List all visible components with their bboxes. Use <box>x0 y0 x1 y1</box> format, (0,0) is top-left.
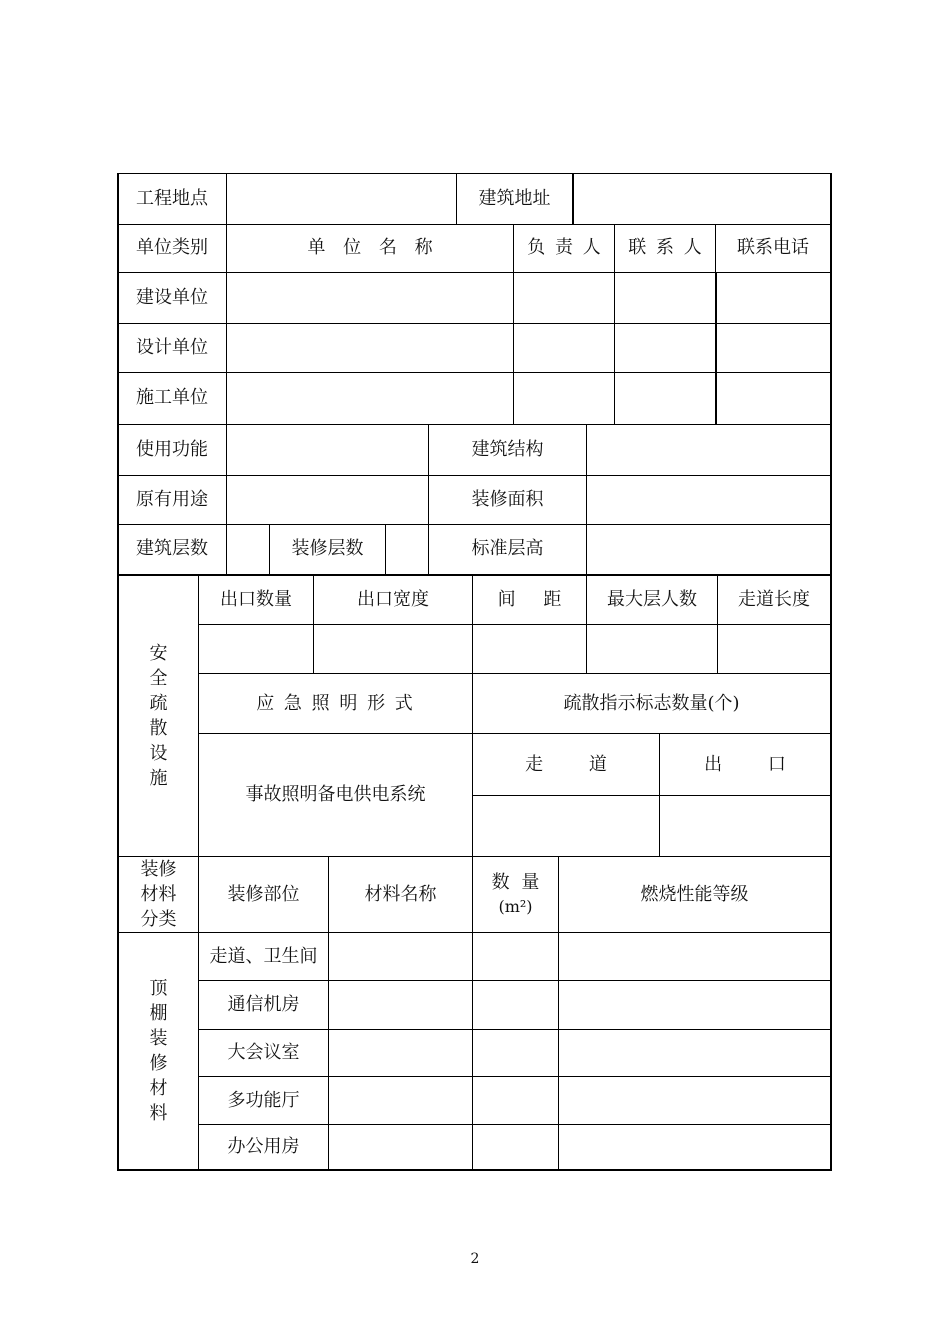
rule <box>830 173 832 1171</box>
exit-sign-count-field[interactable] <box>660 796 830 856</box>
max-occupancy-header: 最大层人数 <box>607 589 697 610</box>
exit-sign-label: 出 口 <box>704 753 786 775</box>
phone-header: 联系电话 <box>737 237 809 258</box>
max-occupancy-field[interactable] <box>587 625 717 673</box>
location-corridor-restroom: 走道、卫生间 <box>209 945 318 967</box>
construction-unit-name-field[interactable] <box>227 273 513 323</box>
exit-width-field[interactable] <box>314 625 472 673</box>
spacing-field[interactable] <box>473 625 586 673</box>
original-use-label: 原有用途 <box>136 488 208 510</box>
quantity-field[interactable] <box>473 1125 558 1169</box>
ceiling-materials-label: 顶棚装修材料 <box>149 978 168 1124</box>
construction-unit-phone-field[interactable] <box>717 273 830 323</box>
fire-rating-field[interactable] <box>559 1125 830 1169</box>
fire-rating-header: 燃烧性能等级 <box>640 883 749 905</box>
material-name-header: 材料名称 <box>364 883 437 905</box>
contact-header: 联 系 人 <box>628 237 702 258</box>
emergency-lighting-label: 应 急 照 明 形 式 <box>256 692 415 714</box>
contractor-unit-contact-field[interactable] <box>615 373 715 424</box>
fire-rating-field[interactable] <box>559 933 830 980</box>
material-name-field[interactable] <box>329 981 472 1029</box>
fire-inspection-form <box>117 173 832 1171</box>
decoration-floors-field[interactable] <box>386 525 428 574</box>
emergency-power-system-label: 事故照明备电供电系统 <box>245 784 426 805</box>
contractor-unit-name-field[interactable] <box>227 373 513 424</box>
decoration-floors-label: 装修层数 <box>291 538 364 559</box>
decoration-area-field[interactable] <box>587 476 830 524</box>
quantity-unit: (m²) <box>498 896 533 916</box>
page-number: 2 <box>470 1251 480 1267</box>
material-name-field[interactable] <box>329 1077 472 1124</box>
standard-floor-height-field[interactable] <box>587 525 830 574</box>
material-category-label: 装修材料分类 <box>140 859 177 930</box>
building-floors-label: 建筑层数 <box>136 538 208 559</box>
material-name-field[interactable] <box>329 1030 472 1076</box>
principal-header: 负 责 人 <box>527 237 601 258</box>
fire-rating-field[interactable] <box>559 1030 830 1076</box>
design-unit-name-field[interactable] <box>227 324 513 372</box>
fire-rating-field[interactable] <box>559 1077 830 1124</box>
corridor-sign-count-field[interactable] <box>473 796 659 856</box>
quantity-field[interactable] <box>473 1077 558 1124</box>
corridor-sign-label: 走 道 <box>525 753 607 775</box>
decoration-location-header: 装修部位 <box>227 883 300 905</box>
quantity-label: 数 量 <box>491 871 540 893</box>
evacuation-section-label: 安全疏散设施 <box>149 643 168 789</box>
use-function-label: 使用功能 <box>136 438 208 460</box>
exit-count-field[interactable] <box>199 625 313 673</box>
project-location-label: 工程地点 <box>136 187 208 209</box>
exit-count-header: 出口数量 <box>220 589 292 610</box>
use-function-field[interactable] <box>227 425 428 475</box>
standard-floor-height-label: 标准层高 <box>471 538 544 559</box>
building-floors-field[interactable] <box>227 525 269 574</box>
building-structure-field[interactable] <box>587 425 830 475</box>
design-unit-phone-field[interactable] <box>717 324 830 372</box>
evacuation-sign-count-label: 疏散指示标志数量(个) <box>563 692 740 714</box>
project-location-field[interactable] <box>227 173 456 224</box>
corridor-length-field[interactable] <box>718 625 830 673</box>
exit-width-header: 出口宽度 <box>357 589 429 610</box>
unit-category-design: 设计单位 <box>136 336 208 358</box>
construction-unit-principal-field[interactable] <box>514 273 614 323</box>
unit-category-contractor: 施工单位 <box>136 387 208 408</box>
unit-category-header: 单位类别 <box>136 237 208 258</box>
design-unit-contact-field[interactable] <box>615 324 715 372</box>
unit-name-header: 单 位 名 称 <box>307 237 433 258</box>
building-address-field[interactable] <box>574 173 830 224</box>
contractor-unit-principal-field[interactable] <box>514 373 614 424</box>
quantity-field[interactable] <box>473 933 558 980</box>
material-name-field[interactable] <box>329 933 472 980</box>
location-telecom-room: 通信机房 <box>227 994 300 1015</box>
quantity-field[interactable] <box>473 981 558 1029</box>
contractor-unit-phone-field[interactable] <box>717 373 830 424</box>
spacing-header: 间 距 <box>497 589 562 610</box>
construction-unit-contact-field[interactable] <box>615 273 715 323</box>
original-use-field[interactable] <box>227 476 428 524</box>
design-unit-principal-field[interactable] <box>514 324 614 372</box>
material-name-field[interactable] <box>329 1125 472 1169</box>
location-large-meeting-room: 大会议室 <box>227 1042 300 1063</box>
building-structure-label: 建筑结构 <box>471 438 544 460</box>
quantity-field[interactable] <box>473 1030 558 1076</box>
location-office: 办公用房 <box>227 1136 300 1157</box>
building-address-label: 建筑地址 <box>478 187 551 209</box>
rule <box>117 1169 832 1171</box>
unit-category-construction: 建设单位 <box>136 286 208 308</box>
fire-rating-field[interactable] <box>559 981 830 1029</box>
location-multipurpose-hall: 多功能厅 <box>227 1089 300 1111</box>
corridor-length-header: 走道长度 <box>738 589 810 610</box>
quantity-header <box>473 857 558 932</box>
decoration-area-label: 装修面积 <box>471 488 544 510</box>
